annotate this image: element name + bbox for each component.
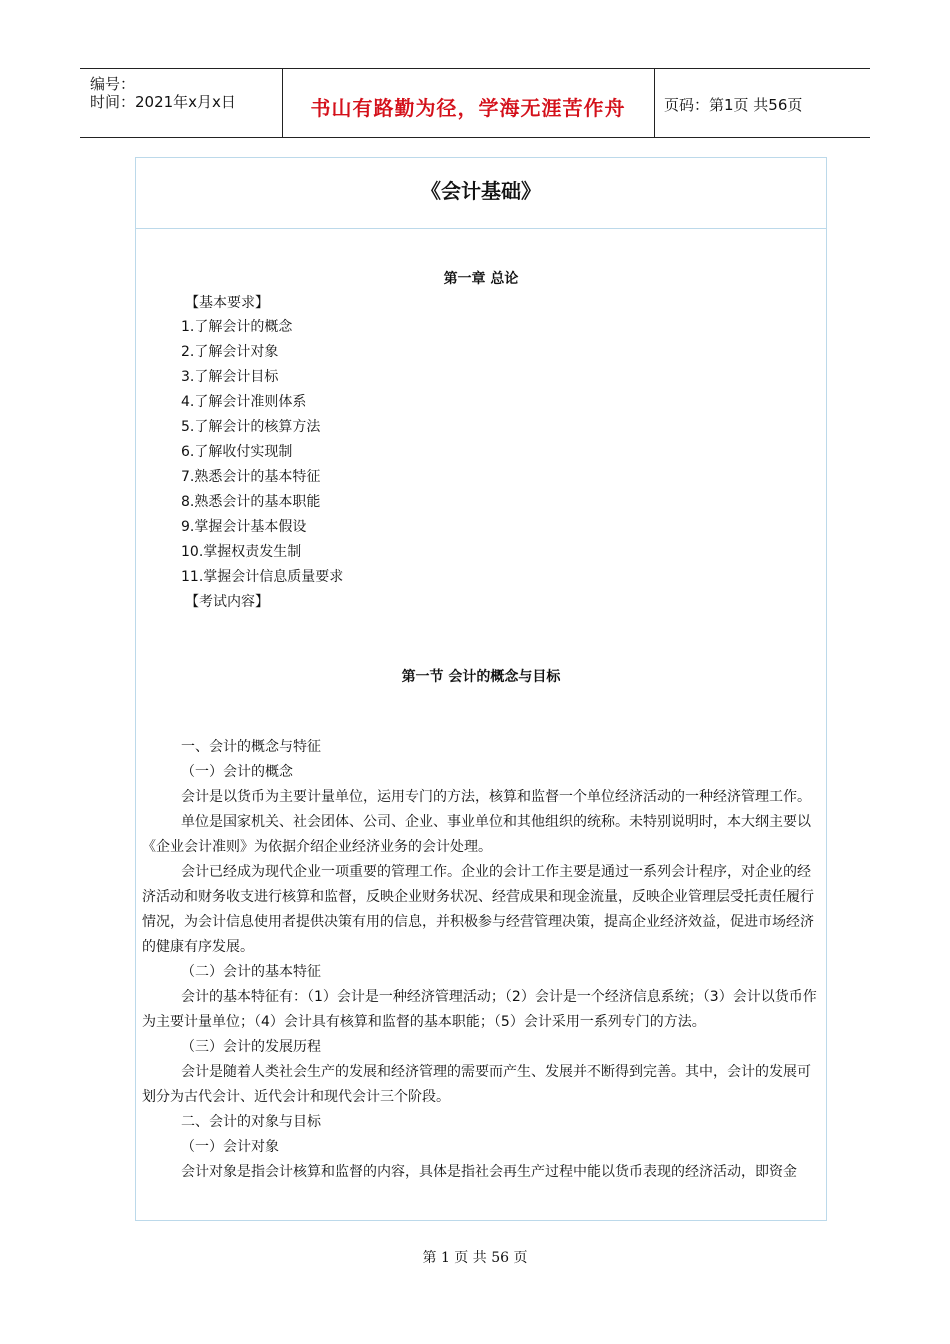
time-label: 时间：2021年x月x日 xyxy=(90,93,236,111)
paragraph: （三）会计的发展历程 xyxy=(181,1039,321,1055)
paragraph: 二、会计的对象与目标 xyxy=(181,1114,321,1130)
document-title: 《会计基础》 xyxy=(421,179,541,203)
document-header xyxy=(80,68,870,138)
number-label: 编号： xyxy=(90,75,136,93)
exam-content-heading: 【考试内容】 xyxy=(185,594,269,610)
list-item: 11.掌握会计信息质量要求 xyxy=(181,569,344,585)
list-item: 10.掌握权责发生制 xyxy=(181,544,302,560)
list-item: 5.了解会计的核算方法 xyxy=(181,419,321,435)
motto: 书山有路勤为径，学海无涯苦作舟 xyxy=(310,96,626,120)
list-item: 6.了解收付实现制 xyxy=(181,444,293,460)
paragraph: 会计是随着人类社会生产的发展和经济管理的需要而产生、发展并不断得到完善。其中，会计的发展可划分为古代会计、近代会计和现代会计三个阶段。 xyxy=(142,1064,811,1105)
basic-requirements-heading: 【基本要求】 xyxy=(185,295,269,311)
page-footer: 第 1 页 共 56 页 xyxy=(422,1250,528,1266)
list-item: 2.了解会计对象 xyxy=(181,344,279,360)
list-item: 7.熟悉会计的基本特征 xyxy=(181,469,321,485)
chapter-heading: 第一章 总论 xyxy=(443,271,519,287)
paragraph: 会计已经成为现代企业一项重要的管理工作。企业的会计工作主要是通过一系列会计程序，对企业的经济活动和财务收支进行核算和监督，反映企业财务状况、经营成果和现金流量，反映企业管理层受托责任履行情况，为会计信息使用者提供决策有用的信息，并积极参与经营管理决策，提高企业经济效益，促进市场经济的健康有序发展。 xyxy=(142,864,814,955)
paragraph: （一）会计对象 xyxy=(181,1139,279,1155)
list-item: 8.熟悉会计的基本职能 xyxy=(181,494,321,510)
paragraph: 会计对象是指会计核算和监督的内容，具体是指社会再生产过程中能以货币表现的经济活动，即资金 xyxy=(181,1164,797,1180)
header-page-cell xyxy=(654,69,870,137)
requirements-list xyxy=(181,317,343,592)
title-row xyxy=(136,158,826,229)
paragraph: （二）会计的基本特征 xyxy=(181,964,321,980)
list-item: 1.了解会计的概念 xyxy=(181,319,293,335)
section-heading: 第一节 会计的概念与目标 xyxy=(401,669,561,685)
header-motto-cell xyxy=(282,69,655,137)
paragraph: （一）会计的概念 xyxy=(181,764,293,780)
page-info: 页码：第1页 共56页 xyxy=(664,96,803,114)
list-item: 3.了解会计目标 xyxy=(181,369,279,385)
body-text xyxy=(142,735,824,1185)
content-frame xyxy=(135,157,827,1221)
list-item: 4.了解会计准则体系 xyxy=(181,394,307,410)
paragraph: 一、会计的概念与特征 xyxy=(181,739,321,755)
list-item: 9.掌握会计基本假设 xyxy=(181,519,307,535)
paragraph: 单位是国家机关、社会团体、公司、企业、事业单位和其他组织的统称。未特别说明时，本大纲主要以《企业会计准则》为依据介绍企业经济业务的会计处理。 xyxy=(142,814,811,855)
paragraph: 会计是以货币为主要计量单位，运用专门的方法，核算和监督一个单位经济活动的一种经济管理工作。 xyxy=(181,789,811,805)
header-meta-cell xyxy=(80,69,283,137)
paragraph: 会计的基本特征有：（1）会计是一种经济管理活动；（2）会计是一个经济信息系统；（3）会计以货币作为主要计量单位；（4）会计具有核算和监督的基本职能；（5）会计采用一系列专门的方法。 xyxy=(142,989,817,1030)
